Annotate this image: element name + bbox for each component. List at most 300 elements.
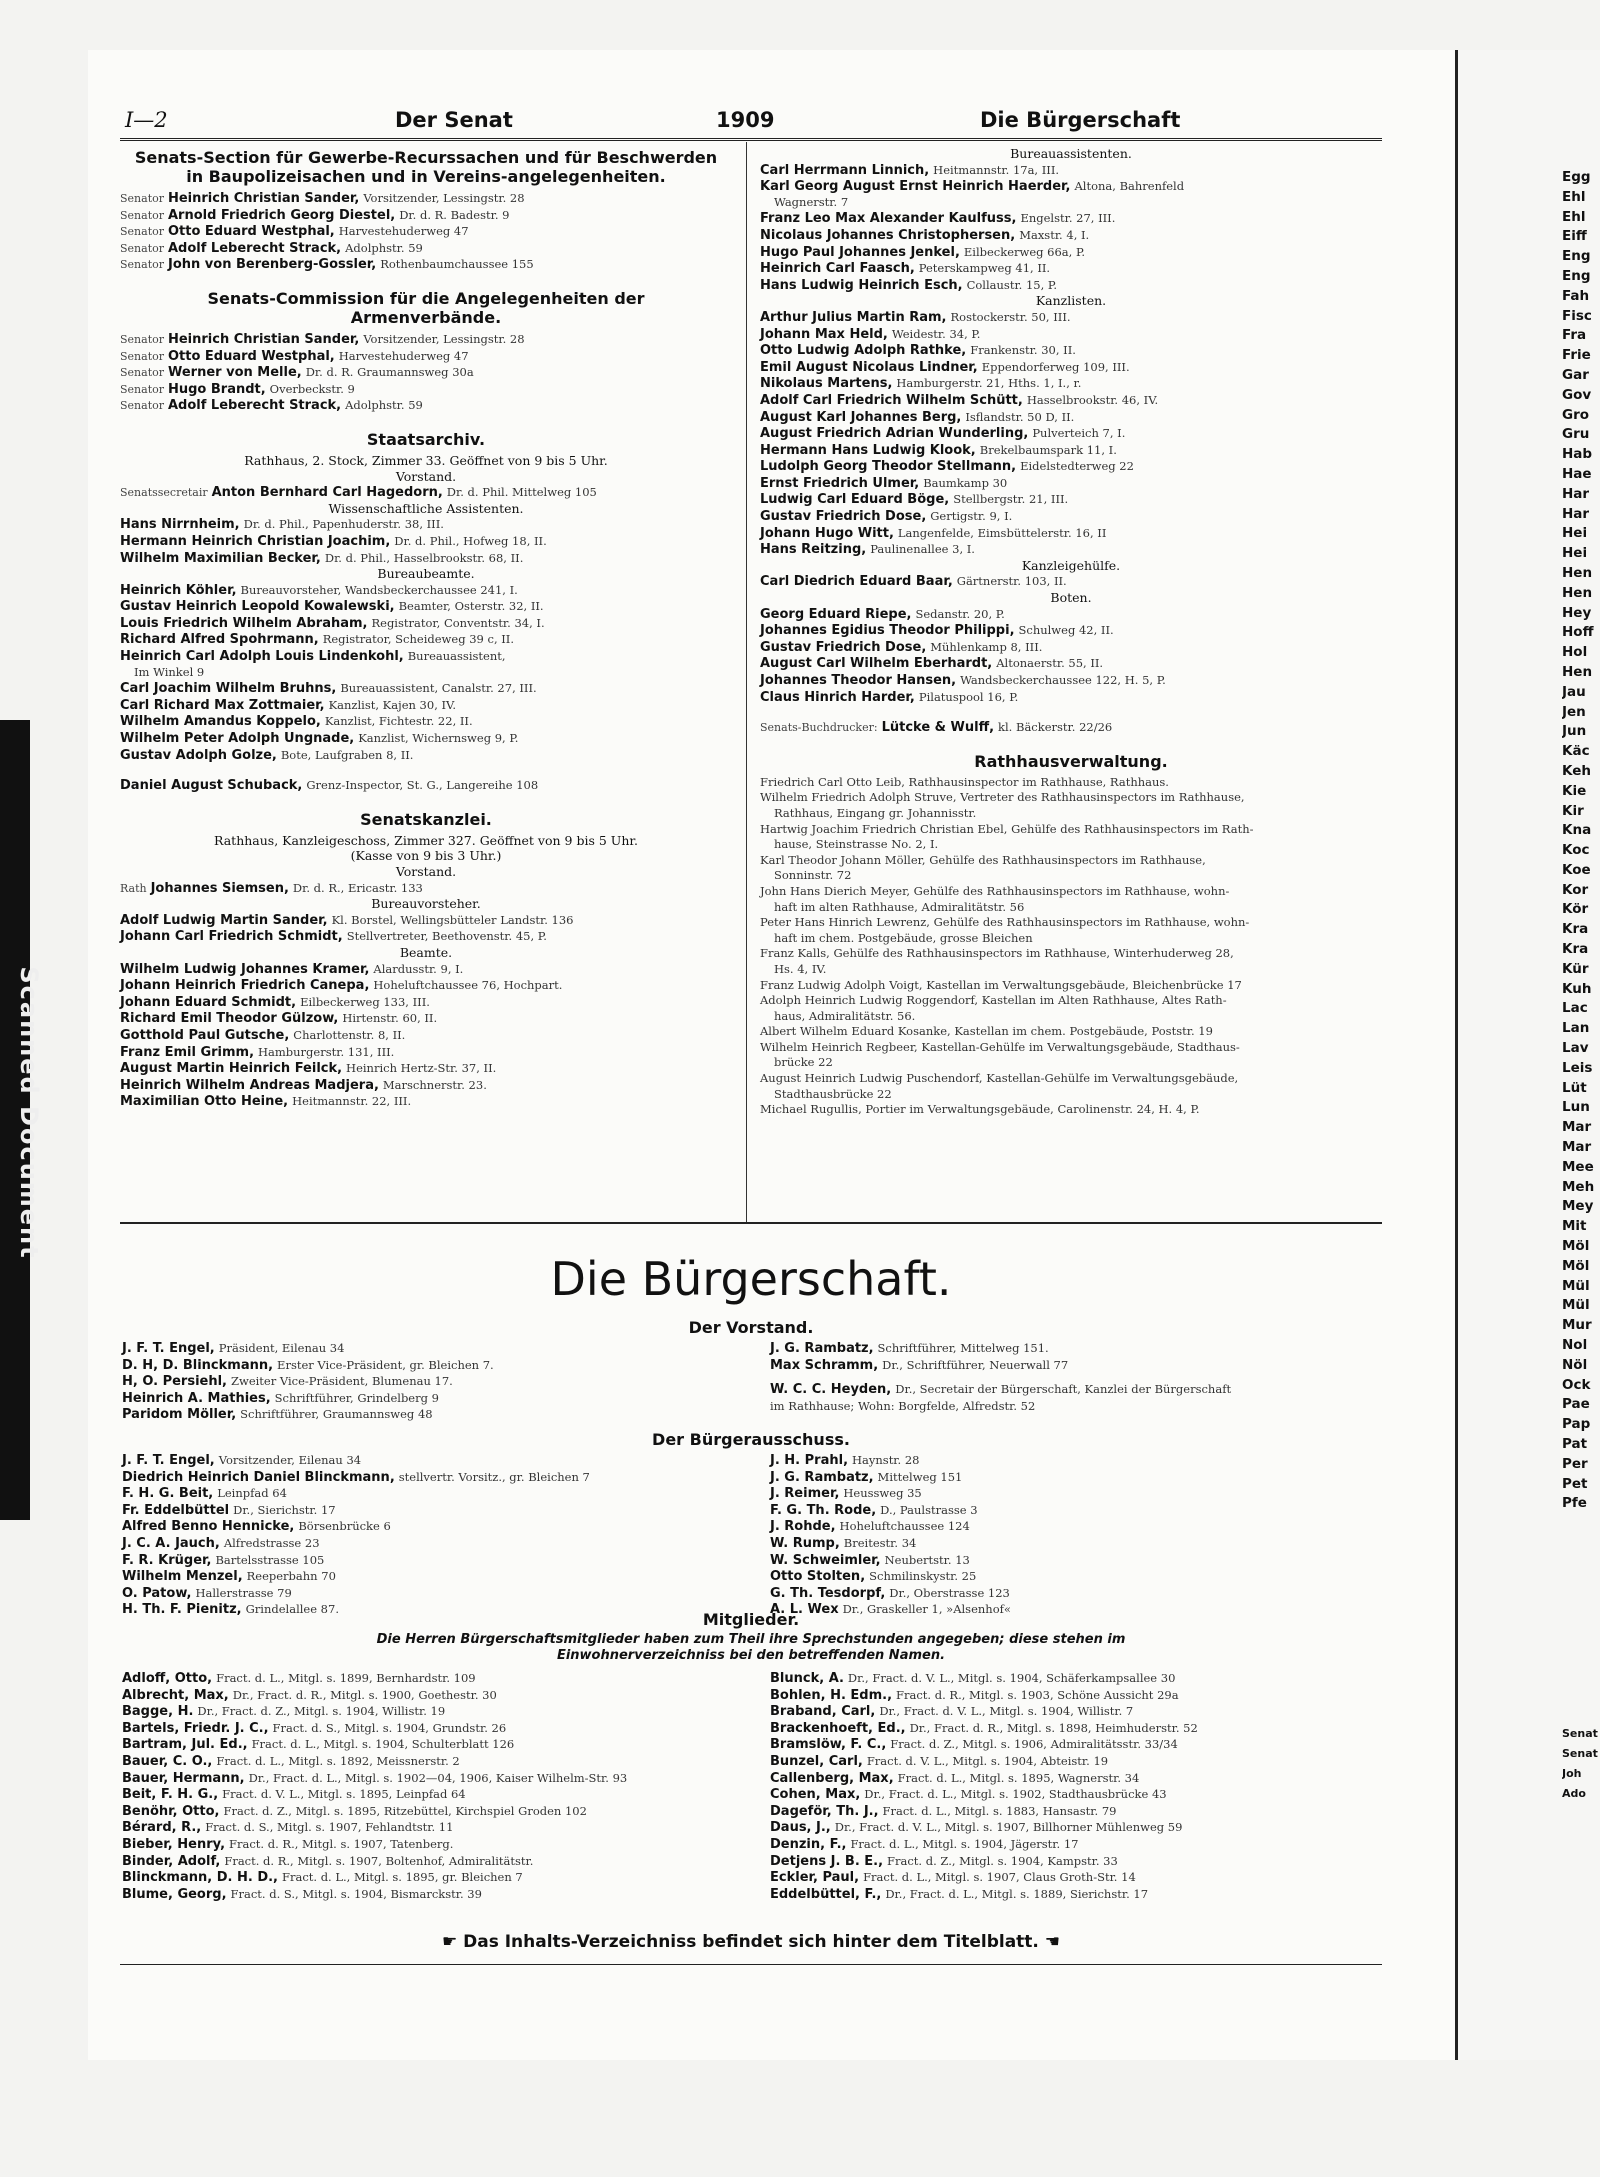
member-detail: Fract. d. Z., Mitgl. s. 1906, Admiralitätsstr. 33/34 [890,1737,1178,1752]
adjacent-name: Pet [1562,1475,1588,1492]
header-year: 1909 [716,108,775,132]
entry-name: Otto Ludwig Adolph Rathke, [760,343,967,359]
adjacent-name: Pfe [1562,1495,1587,1512]
entry-title: Senator [120,382,164,396]
adjacent-name: Jun [1562,723,1587,740]
adjacent-name: Hey [1562,604,1592,621]
person-entry [120,207,732,224]
adjacent-name: Gov [1562,386,1592,403]
member-entry [770,1819,1382,1836]
member-entry [770,1469,1382,1486]
entry-name: Johannes Siemsen, [150,880,289,896]
entry-name: Heinrich Christian Sander, [167,331,360,347]
adjacent-name: Möl [1562,1257,1590,1274]
adjacent-name: Gru [1562,426,1590,443]
section-subhead: Bureauvorsteher. [371,896,481,912]
member-name: G. Th. Tesdorpf, [770,1585,886,1601]
member-entry [122,1469,762,1486]
adjacent-name: Lun [1562,1099,1590,1116]
member-entry [122,1485,762,1502]
adjacent-name: Gar [1562,366,1589,383]
entry-detail: Dr. d. Phil., Papenhuderstr. 38, III. [243,517,444,532]
entry-name: Hugo Brandt, [167,381,266,397]
member-detail: Dr., Fract. d. R., Mitgl. s. 1898, Heimhuderstr. 52 [909,1720,1198,1735]
entry-detail: Sedanstr. 20, P. [915,606,1005,621]
member-detail: Dr., Fract. d. Z., Mitgl. s. 1904, Willistr. 19 [197,1704,446,1719]
entry-name: Adolf Ludwig Martin Sander, [120,912,328,928]
member-name: Fr. Eddelbüttel [122,1502,230,1518]
adjacent-page-footer-names [1458,1724,1600,1803]
section-subhead: Wissenschaftliche Assistenten. [328,500,524,516]
section-subhead: Bureauassistenten. [1010,146,1132,161]
entry-detail: Kl. Borstel, Wellingsbütteler Landstr. 136 [331,912,574,927]
member-name: J. H. Prahl, [770,1453,849,1468]
staff-entry: Michael Rugullis, Portier im Verwaltungsgebäude, Carolinenstr. 24, H. 4, P. [760,1102,1200,1117]
person-entry [120,240,732,257]
entry-title: Rath [120,881,147,895]
spacer [120,414,732,428]
adjacent-name: Har [1562,485,1590,502]
person-entry [760,491,1382,508]
member-entry [122,1786,752,1803]
person-entry [760,162,1382,179]
person-entry [120,397,732,414]
person-entry [760,689,1382,706]
member-entry [770,1398,1382,1415]
entry-name: Gotthold Paul Gutsche, [120,1027,290,1043]
member-name: Heinrich A. Mathies, [122,1390,271,1406]
entry-name: Johann Carl Friedrich Schmidt, [120,929,343,945]
member-detail: Börsenbrücke 6 [298,1519,391,1534]
member-detail: Dr., Fract. d. L., Mitgl. s. 1902—04, 1906, Kaiser Wilhelm-Str. 93 [248,1770,628,1785]
member-detail: Fract. d. R., Mitgl. s. 1907, Boltenhof, Admiralitätstr. [224,1853,534,1868]
entry-detail: Hamburgerstr. 131, III. [258,1044,395,1059]
member-name: Callenberg, Max, [770,1770,894,1786]
header-left: Der Senat [395,108,513,132]
member-name: Bérard, R., [122,1820,202,1836]
entry-detail: Eidelstedterweg 22 [1020,459,1134,474]
entry-detail: Beamter, Osterstr. 32, II. [398,599,544,614]
adjacent-name: Mit [1562,1218,1587,1235]
person-entry [120,550,732,567]
left-column [120,146,732,1110]
person-entry [760,178,1382,195]
adjacent-name: Lüt [1562,1079,1587,1096]
entry-detail: Brekelbaumspark 11, I. [979,442,1117,457]
adjacent-name: Kra [1562,941,1589,958]
entry-name: Hermann Heinrich Christian Joachim, [120,533,391,549]
member-name: Alfred Benno Hennicke, [122,1519,295,1535]
member-detail: Hallerstrasse 79 [195,1585,292,1600]
entry-name: Johann Max Held, [760,326,888,342]
member-name: Paridom Möller, [122,1407,237,1423]
spacer [760,736,1382,750]
entry-name: Louis Friedrich Wilhelm Abraham, [120,615,368,631]
entry-name: Heinrich Wilhelm Andreas Madjera, [120,1077,379,1093]
member-name: Max Schramm, [770,1357,879,1373]
entry-name: Johannes Egidius Theodor Philippi, [760,623,1015,639]
member-name: Otto Stolten, [770,1569,866,1585]
member-entry [122,1452,762,1469]
person-entry [120,533,732,550]
member-name: F. H. G. Beit, [122,1486,214,1502]
member-entry [770,1502,1382,1519]
entry-detail: Grenz-Inspector, St. G., Langereihe 108 [306,778,539,793]
entry-name: Adolf Leberecht Strack, [167,240,342,256]
member-name: Brackenhoeft, Ed., [770,1720,906,1736]
entry-title: Senator [120,208,164,222]
adjacent-name: Hen [1562,584,1593,601]
entry-detail: Bureauvorsteher, Wandsbeckerchaussee 241, I. [240,582,518,597]
entry-name: Ernst Friedrich Ulmer, [760,475,920,491]
adjacent-name: Gro [1562,406,1590,423]
member-entry [122,1853,752,1870]
entry-name: Wilhelm Amandus Koppelo, [120,714,321,730]
entry-detail: Wandsbeckerchaussee 122, H. 5, P. [960,673,1166,687]
member-name: W. Schweimler, [770,1552,881,1568]
member-name: Adloff, Otto, [122,1671,213,1686]
entry-name: Maximilian Otto Heine, [120,1094,289,1110]
adjacent-name: Lac [1562,1000,1588,1017]
entry-detail: Rothenbaumchaussee 155 [380,257,534,272]
entry-name: Hans Nirrnheim, [120,517,240,533]
entry-name: Carl Diedrich Eduard Baar, [760,574,953,590]
member-name: F. G. Th. Rode, [770,1502,877,1518]
member-name: Bramslöw, F. C., [770,1737,887,1753]
section-subhead: Beamte. [399,944,453,960]
member-detail: Reeperbahn 70 [246,1569,336,1584]
person-entry [760,375,1382,392]
adjacent-name: Mül [1562,1277,1590,1294]
staff-entry: Franz Ludwig Adolph Voigt, Kastellan im Verwaltungsgebäude, Bleichenbrücke 17 [760,977,1242,992]
member-entry [122,1736,752,1753]
member-entry [770,1853,1382,1870]
entry-detail: Alardusstr. 9, I. [373,961,464,976]
entry-detail: Heinrich Hertz-Str. 37, II. [346,1061,497,1076]
entry-detail: Dr. d. Phil., Hasselbrookstr. 68, II. [324,550,524,565]
adjacent-name: Egg [1562,169,1591,185]
entry-continuation: haft im alten Rathhause, Admiralitätstr. 56 [774,899,1025,914]
member-name: J. Rohde, [770,1519,836,1535]
entry-detail: Langenfelde, Eimsbüttelerstr. 16, II [897,525,1107,540]
ausschuss-title: Der Bürgerausschuss. [652,1430,850,1449]
entry-name: Heinrich Carl Adolph Louis Lindenkohl, [120,649,404,665]
entry-detail: Paulinenallee 3, I. [870,542,975,557]
entry-continuation: Hs. 4, IV. [774,961,827,976]
entry-title: Senats-Buchdrucker: [760,721,878,735]
adjacent-name: Mar [1562,1119,1592,1136]
adjacent-name: Kör [1562,901,1589,918]
member-detail: Fract. d. V. L., Mitgl. s. 1904, Abteistr. 19 [866,1753,1109,1768]
adjacent-name: Lan [1562,1020,1590,1037]
section-subhead: Bureaubeamte. [377,566,475,582]
member-name: Bartram, Jul. Ed., [122,1737,248,1753]
adjacent-name: Eiff [1562,228,1587,245]
member-detail: Dr., Fract. d. V. L., Mitgl. s. 1904, Willistr. 7 [879,1704,1134,1719]
entry-name: Wilhelm Peter Adolph Ungnade, [120,731,355,747]
staff-entry: John Hans Dierich Meyer, Gehülfe des Rathhausinspectors im Rathhause, wohn- [760,883,1230,898]
member-detail: Dr., Fract. d. L., Mitgl. s. 1889, Sierichstr. 17 [885,1886,1149,1901]
member-entry [770,1552,1382,1569]
section-title: Senats-Section für Gewerbe-Recurssachen und für Beschwerden in Baupolizeisachen und in Vereins-angelegenheiten. [134,148,718,186]
person-entry [120,730,732,747]
adjacent-name: Hae [1562,465,1592,482]
member-entry [122,1803,752,1820]
member-name: F. R. Krüger, [122,1552,212,1568]
entry-detail: Dr. d. R., Ericastr. 133 [292,880,423,895]
entry-name: Arthur Julius Martin Ram, [760,309,947,325]
member-entry [122,1869,752,1886]
member-detail: Dr., Oberstrasse 123 [889,1585,1010,1600]
member-detail: Dr., Fract. d. R., Mitgl. s. 1900, Goethestr. 30 [232,1687,497,1702]
entry-detail: Eilbeckerweg 133, III. [300,994,430,1009]
entry-detail: Kanzlist, Wichernsweg 9, P. [358,731,519,746]
adjacent-name: Kna [1562,822,1592,839]
entry-name: Nicolaus Johannes Christophersen, [760,227,1016,243]
entry-name: Johannes Theodor Hansen, [760,673,957,688]
adjacent-name: Ehl [1562,208,1586,225]
entry-name: Otto Eduard Westphal, [167,224,335,240]
adjacent-name: Ehl [1562,188,1586,205]
person-entry [760,573,1382,590]
member-name: H, O. Persiehl, [122,1374,227,1390]
member-entry [122,1502,762,1519]
entry-name: Lütcke & Wulff, [881,720,995,736]
member-name: Eddelbüttel, F., [770,1886,882,1902]
member-entry [770,1452,1382,1469]
member-detail: Grindelallee 87. [245,1602,339,1617]
entry-detail: Charlottenstr. 8, II. [293,1027,406,1042]
adjacent-name: Eng [1562,248,1591,265]
member-detail: Dr., Fract. d. L., Mitgl. s. 1902, Stadthausbrücke 43 [864,1787,1167,1802]
entry-detail: Registrator, Scheideweg 39 c, II. [322,632,514,647]
entry-name: Gustav Adolph Golze, [120,747,277,763]
member-name: O. Patow, [122,1585,192,1601]
entry-detail: Dr. d. R. Graumannsweg 30a [305,365,474,380]
person-entry [760,442,1382,459]
entry-detail: Pilatuspool 16, P. [918,689,1019,704]
section-title: Rathhausverwaltung. [974,751,1168,771]
member-entry [770,1869,1382,1886]
entry-name: Franz Emil Grimm, [120,1044,255,1060]
person-entry [120,1010,732,1027]
staff-entry: Friedrich Carl Otto Leib, Rathhausinspector im Rathhause, Rathhaus. [760,774,1169,789]
member-entry [122,1585,762,1602]
person-entry [760,227,1382,244]
mitglieder-left [122,1670,752,1902]
entry-detail: Adolphstr. 59 [345,398,423,413]
entry-detail: Dr. d. Phil. Mittelweg 105 [446,485,597,500]
entry-detail: Rostockerstr. 50, III. [950,309,1071,324]
member-name: A. L. Wex [770,1602,839,1618]
person-entry [120,631,732,648]
adjacent-name: Mur [1562,1317,1592,1334]
entry-name: Daniel August Schuback, [120,778,303,794]
entry-detail: Gertigstr. 9, I. [930,509,1013,524]
person-entry [760,475,1382,492]
person-entry [760,606,1382,623]
adjacent-name: Nöl [1562,1356,1588,1373]
entry-continuation: haft im chem. Postgebäude, grosse Bleichen [774,930,1033,945]
buergerschaft-title: Die Bürgerschaft. [550,1252,952,1306]
entry-title: Senator [120,399,164,413]
section-subhead: Kanzlisten. [1035,293,1107,309]
person-entry [760,409,1382,426]
entry-detail: Kanzlist, Fichtestr. 22, II. [324,714,473,729]
entry-continuation: Sonninstr. 72 [774,868,852,883]
member-detail: Haynstr. 28 [852,1453,920,1467]
member-name: Wilhelm Menzel, [122,1569,243,1585]
person-entry [120,648,732,665]
entry-name: Anton Bernhard Carl Hagedorn, [211,485,443,501]
member-entry [770,1535,1382,1552]
entry-title: Senator [120,349,164,363]
entry-detail: Eppendorferweg 109, III. [981,359,1130,374]
adjacent-name: Mar [1562,1139,1592,1156]
adjacent-name: Kra [1562,921,1589,938]
section-subhead: Boten. [1050,590,1092,606]
entry-continuation: Wagnerstr. 7 [774,194,849,209]
member-detail: Neubertstr. 13 [884,1552,970,1567]
entry-name: Arnold Friedrich Georg Diestel, [167,207,396,223]
section-title: Senats-Commission für die Angelegenheiten der Armenverbände. [207,288,645,327]
member-entry [770,1687,1382,1704]
entry-name: Ludolph Georg Theodor Stellmann, [760,459,1017,475]
member-detail: Schriftführer, Graumannsweg 48 [240,1407,433,1422]
ausschuss-left [122,1452,762,1618]
member-name: J. Reimer, [770,1486,840,1502]
adjacent-name: Senat [1562,1746,1598,1760]
adjacent-name: Meh [1562,1178,1595,1195]
section-subhead: (Kasse von 9 bis 3 Uhr.) [350,848,502,864]
vorstand-title: Der Vorstand. [688,1318,814,1337]
member-entry [122,1340,762,1357]
person-entry [120,615,732,632]
adjacent-name: Kor [1562,881,1589,898]
member-entry [122,1552,762,1569]
member-detail: Fract. d. L., Mitgl. s. 1895, Wagnerstr. 34 [897,1770,1140,1785]
adjacent-name: Senat [1562,1727,1598,1741]
member-detail: Fract. d. Z., Mitgl. s. 1904, Kampstr. 33 [887,1853,1118,1868]
member-name: Braband, Carl, [770,1704,876,1720]
person-entry [120,598,732,615]
entry-detail: Hasselbrookstr. 46, IV. [1026,392,1159,407]
member-detail: Schmilinskystr. 25 [869,1569,977,1584]
adjacent-page-strip [1455,50,1600,2060]
member-entry [122,1720,752,1737]
person-entry [760,309,1382,326]
member-name: J. F. T. Engel, [122,1341,215,1356]
adjacent-name: Pae [1562,1396,1590,1413]
adjacent-name: Jen [1562,703,1586,720]
person-entry [760,458,1382,475]
member-detail: Schriftführer, Grindelberg 9 [274,1390,439,1405]
person-entry [760,277,1382,294]
adjacent-name: Fisc [1562,307,1592,324]
entry-detail: Heitmannstr. 17a, III. [933,162,1060,177]
member-detail: Dr., Sierichstr. 17 [233,1502,336,1517]
person-entry [760,719,1382,736]
footer-note: ☛ Das Inhalts-Verzeichniss befindet sich hinter dem Titelblatt. ☚ [441,1932,1061,1952]
person-entry [120,928,732,945]
section-subhead: Kanzleigehülfe. [1021,557,1121,573]
member-entry [770,1373,1382,1381]
entry-name: Gustav Heinrich Leopold Kowalewski, [120,599,395,615]
column-divider [746,142,747,1224]
staff-entry: Albert Wilhelm Eduard Kosanke, Kastellan im chem. Postgebäude, Poststr. 19 [760,1024,1213,1039]
spacer [120,763,732,777]
staff-entry: Hartwig Joachim Friedrich Christian Ebel, Gehülfe des Rathhausinspectors im Rath- [760,821,1254,836]
entry-detail: Vorsitzender, Lessingstr. 28 [363,331,525,346]
adjacent-name: Hei [1562,525,1588,542]
entry-name: Carl Joachim Wilhelm Bruhns, [120,681,337,697]
member-detail: Fract. d. L., Mitgl. s. 1907, Claus Groth-Str. 14 [863,1870,1136,1885]
member-entry [770,1703,1382,1720]
entry-name: Johann Eduard Schmidt, [120,994,297,1010]
adjacent-name: Kuh [1562,980,1592,997]
adjacent-name: Pap [1562,1416,1591,1433]
adjacent-name: Hab [1562,446,1593,463]
member-entry [770,1485,1382,1502]
person-entry [120,747,732,764]
member-detail: Hoheluftchaussee 124 [839,1519,970,1534]
member-detail: Alfredstrasse 23 [223,1535,320,1550]
entry-title: Senator [120,366,164,380]
entry-name: Wilhelm Maximilian Becker, [120,550,321,566]
member-entry [122,1753,752,1770]
person-entry [120,777,732,794]
entry-detail: Gärtnerstr. 103, II. [956,574,1067,589]
entry-name: Heinrich Carl Faasch, [760,261,915,277]
adjacent-name: Hoff [1562,624,1594,641]
person-entry [760,326,1382,343]
adjacent-name: Pat [1562,1436,1588,1452]
adjacent-name: Lav [1562,1040,1589,1057]
entry-name: Franz Leo Max Alexander Kaulfuss, [760,211,1017,227]
header-rule [120,138,1382,141]
entry-detail: Registrator, Conventstr. 34, I. [371,615,545,630]
entry-detail: Kanzlist, Kajen 30, IV. [328,697,456,712]
person-entry [760,260,1382,277]
entry-name: Karl Georg August Ernst Heinrich Haerder, [760,179,1071,195]
entry-detail: Engelstr. 27, III. [1020,211,1116,226]
member-name: Bagge, H. [122,1704,194,1720]
staff-entry: August Heinrich Ludwig Puschendorf, Kastellan-Gehülfe im Verwaltungsgebäude, [760,1071,1239,1086]
member-detail: Leinpfad 64 [217,1486,287,1501]
entry-name: Wilhelm Ludwig Johannes Kramer, [120,961,370,977]
member-name: Detjens J. B. E., [770,1853,884,1869]
section-subhead: Vorstand. [395,864,457,879]
member-entry [122,1886,752,1903]
spacer [120,273,732,287]
member-name: Bauer, Hermann, [122,1770,245,1786]
adjacent-name: Hen [1562,564,1593,581]
entry-detail: Bureauassistent, Canalstr. 27, III. [340,681,537,696]
adjacent-name: Kür [1562,960,1589,977]
entry-detail: Dr. d. Phil., Hofweg 18, II. [394,533,547,548]
entry-name: Carl Richard Max Zottmaier, [120,697,325,713]
person-entry [120,912,732,929]
member-name: Bieber, Henry, [122,1836,226,1852]
member-entry [122,1535,762,1552]
member-name: J. G. Rambatz, [770,1341,874,1356]
entry-name: Claus Hinrich Harder, [760,689,915,705]
person-entry [760,342,1382,359]
member-name: Diedrich Heinrich Daniel Blinckmann, [122,1469,395,1485]
entry-detail: Isflandstr. 50 D, II. [965,409,1075,424]
adjacent-name: Mey [1562,1198,1594,1215]
person-entry [120,961,732,978]
